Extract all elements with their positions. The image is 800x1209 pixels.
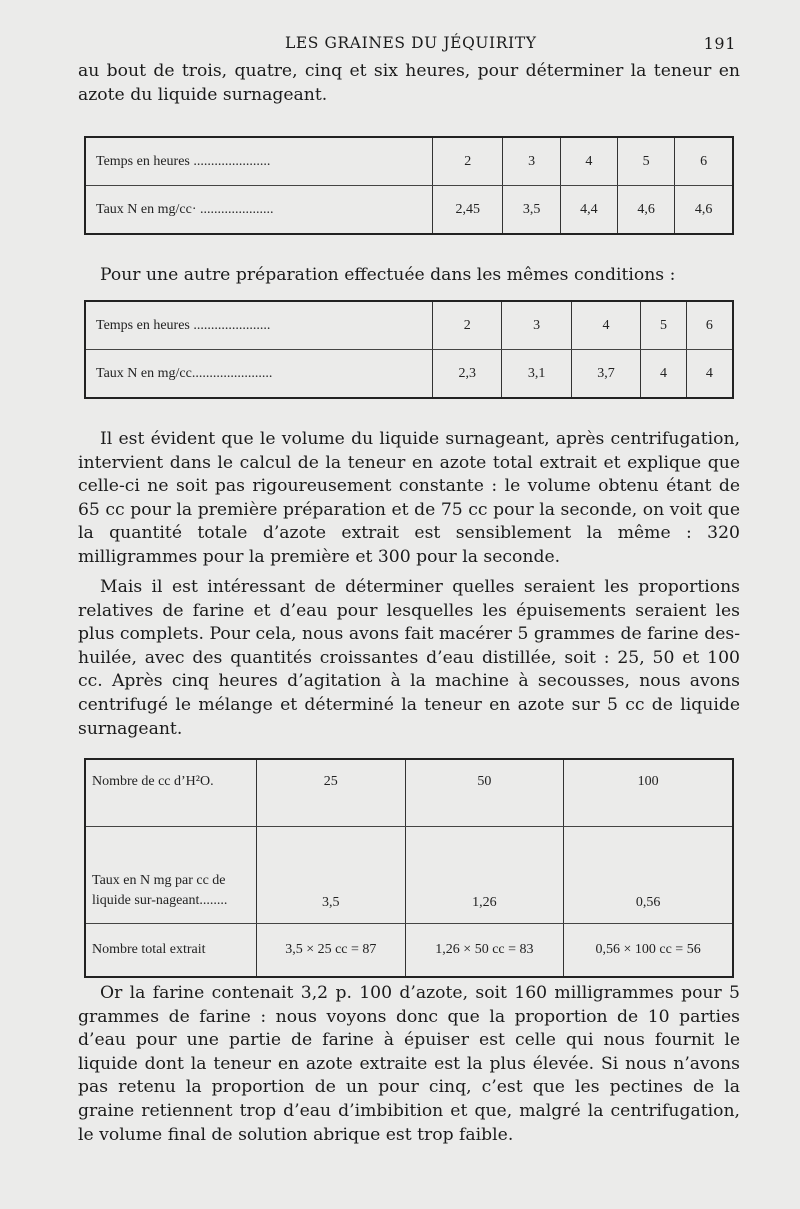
table-cell: 4,4 [560,186,617,235]
table-header-cell: 25 [257,759,406,827]
table-cell: 5 [641,301,687,350]
table-row [85,137,733,186]
table-row-label: Taux en N mg par cc de liquide sur-nageant........ [85,827,257,924]
table-cell: 3,7 [571,350,640,399]
table-row-label: Taux N en mg/cc....................... [96,365,273,381]
table-row [85,350,733,399]
table-row-label: Temps en heures ...................... [85,301,433,350]
table-cell: 5 [617,137,674,186]
table-cell: 6 [675,137,733,186]
table-cell: 1,26 [405,827,564,924]
table-header-cell: 100 [564,759,733,827]
table-header-cell: 50 [405,759,564,827]
running-header [80,34,740,58]
table-header-label: Nombre de cc d’H²O. [85,759,257,827]
paragraph-intro: au bout de trois, quatre, cinq et six heures, pour déterminer la teneur en azote du liquide surnageant. [78,61,740,105]
table-cell: 3,5 [257,827,406,924]
table-cell: 4,6 [675,186,733,235]
table-row [85,924,733,978]
table-cell: 3,5 [503,186,560,235]
table-cell: 3 [503,137,560,186]
table-cell: 6 [686,301,733,350]
table-row-label: Temps en heures ...................... [85,137,433,186]
table-cell: 0,56 [564,827,733,924]
table-cell: 4 [571,301,640,350]
paragraph-second-prep: Pour une autre préparation effectuée dans les mêmes conditions : [100,265,676,285]
table-cell: 4 [686,350,733,399]
table-row [85,827,733,924]
table-nitrogen-first-prep [84,136,734,235]
table-row [85,186,733,235]
table-cell: 3,5 × 25 cc = 87 [257,924,406,978]
table-cell: 2 [433,301,502,350]
table-cell: 2,3 [433,350,502,399]
table-row [85,301,733,350]
table-nitrogen-second-prep [84,300,734,399]
paragraph-discussion: Il est évident que le volume du liquide surnageant, après centrifugation, intervient dans le calcul de la teneur en azote total extrait et explique que celle-ci ne soit pas rigoureusement constante : le volume obtenu étant de 65 cc pour la première préparation et de 75 cc pour la seconde, on voit que la quantité totale d’azote extrait est sensiblement la même : 320 milligrammes pour la première et 300 pour la seconde. [78,429,740,567]
table-cell: 4 [560,137,617,186]
table-row [85,759,733,827]
table-cell: 4 [641,350,687,399]
paragraph-conclusion: Or la farine contenait 3,2 p. 100 d’azote, soit 160 milligrammes pour 5 grammes de farine : nous voyons donc que la proportion de 10 parties d’eau pour une partie de farine à épuiser est celle qui nous fournit le liquide dont la teneur en azote extraite est la plus élevée. Si nous n’avons pas retenu la proportion de un pour cinq, c’est que les pectines de la graine retiennent trop d’eau d’imbibition et que, malgré la centrifugation, le volume final de solution abrique est trop faible. [78,983,740,1145]
table-cell: 3 [502,301,571,350]
table-cell: 2 [433,137,503,186]
table-cell: 3,1 [502,350,571,399]
table-cell: 4,6 [617,186,674,235]
table-cell: 1,26 × 50 cc = 83 [405,924,564,978]
table-cell: 2,45 [433,186,503,235]
table-row-label: Nombre total extrait [92,942,206,957]
running-title: LES GRAINES DU JÉQUIRITY [285,34,537,52]
page-number: 191 [703,34,736,53]
paragraph-method: Mais il est intéressant de déterminer quelles seraient les proportions relatives de farine et d’eau pour lesquelles les épuisements seraient les plus complets. Pour cela, nous avons fait macérer 5 grammes de farine des-huilée, avec des quantités croissantes d’eau distillée, soit : 25, 50 et 100 cc. Après cinq heures d’agitation à la machine à secousses, nous avons centrifugé le mélange et déterminé la teneur en azote sur 5 cc de liquide surnageant. [78,577,740,739]
table-cell: 0,56 × 100 cc = 56 [564,924,733,978]
table-row-label: Taux N en mg/cc· ..................... [96,201,274,217]
table-water-proportions [84,758,734,978]
